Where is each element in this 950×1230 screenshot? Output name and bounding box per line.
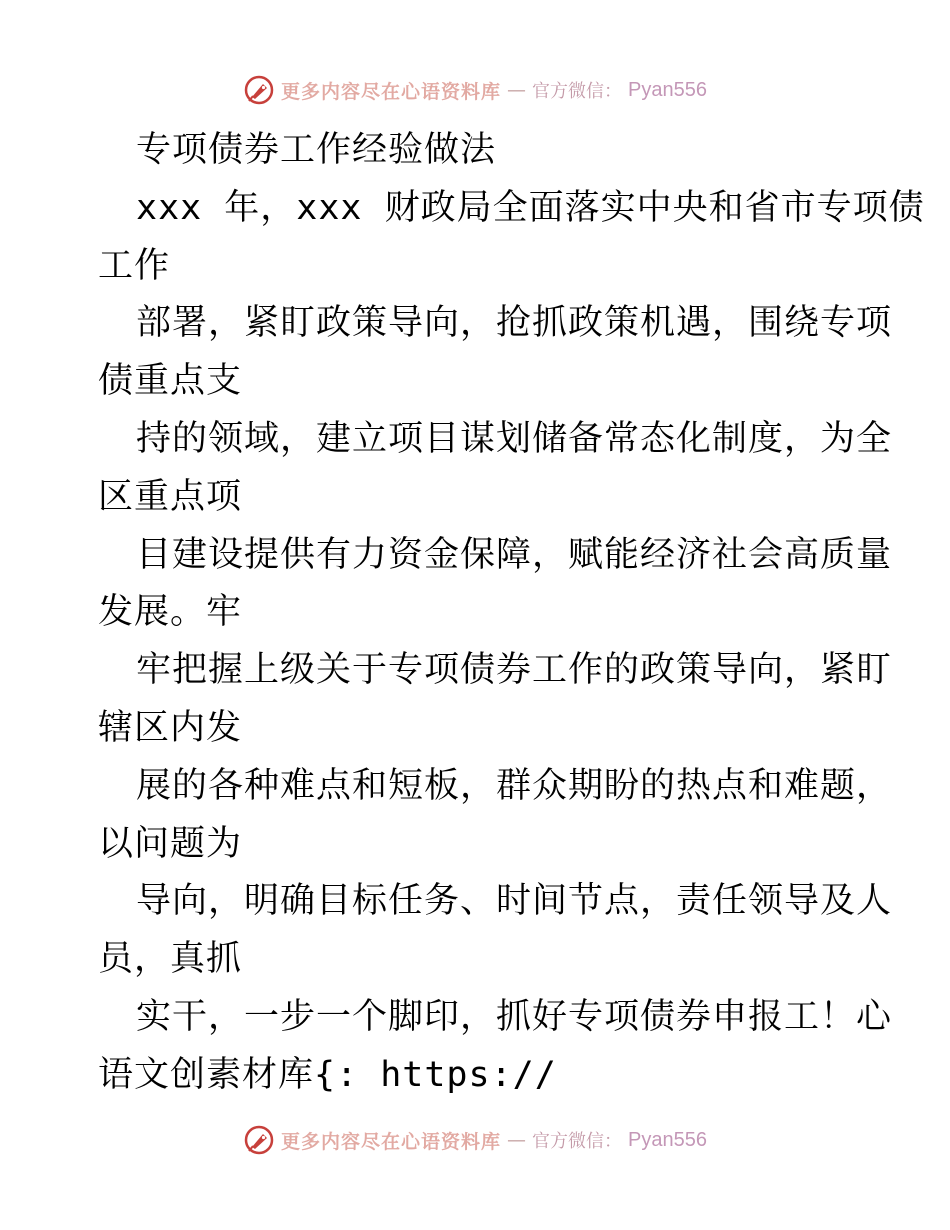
- paragraph-line: 实干，一步一个脚印，抓好专项债券申报工！心: [136, 996, 893, 1037]
- paragraph-line: 语文创素材库{: https://: [98, 1054, 557, 1095]
- pen-nib-circle-icon: [243, 1124, 275, 1156]
- header-watermark-banner: [0, 70, 950, 110]
- pen-nib-circle-icon: [243, 74, 275, 106]
- paragraph-line: 辖区内发: [98, 707, 243, 748]
- banner-wechat-label: 官方微信：: [532, 81, 623, 102]
- banner-wechat-id: Pyan556: [628, 1128, 707, 1151]
- paragraph-line: 债重点支: [98, 361, 243, 402]
- paragraph-line: 目建设提供有力资金保障，赋能经济社会高质量: [136, 534, 893, 575]
- paragraph-line: 以问题为: [98, 823, 243, 864]
- paragraph-line: 工作: [98, 245, 171, 286]
- footer-watermark-banner: [0, 1120, 950, 1160]
- paragraph-line: 持的领域，建立项目谋划储备常态化制度，为全: [136, 418, 893, 459]
- banner-main-text: 更多内容尽在心语资料库: [281, 1130, 502, 1153]
- paragraph-line: 部署，紧盯政策导向，抢抓政策机遇，围绕专项: [136, 303, 893, 344]
- banner-content: [243, 1124, 707, 1156]
- paragraph-line: xxx 年，xxx 财政局全面落实中央和省市专项债: [136, 187, 925, 228]
- paragraph-line: 发展。牢: [98, 592, 243, 633]
- document-title: 专项债券工作经验做法: [136, 130, 497, 170]
- paragraph-line: 导向，明确目标任务、时间节点，责任领导及人: [136, 881, 893, 922]
- paragraph-line: 展的各种难点和短板，群众期盼的热点和难题，: [136, 765, 893, 806]
- banner-content: [243, 74, 707, 106]
- paragraph-line: 区重点项: [98, 476, 243, 517]
- banner-dash: —: [507, 79, 527, 101]
- paragraph-line: 牢把握上级关于专项债券工作的政策导向，紧盯: [136, 650, 893, 691]
- banner-wechat-label: 官方微信：: [532, 1131, 623, 1152]
- paragraph-line: 员，真抓: [98, 939, 243, 980]
- banner-dash: —: [507, 1129, 527, 1151]
- document-body: [98, 122, 925, 1105]
- banner-wechat-id: Pyan556: [628, 78, 707, 101]
- banner-main-text: 更多内容尽在心语资料库: [281, 80, 502, 103]
